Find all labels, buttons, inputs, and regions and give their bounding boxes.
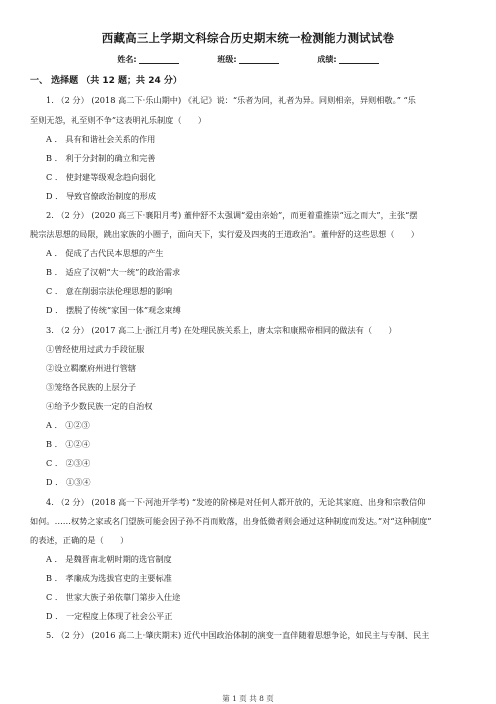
q3-statement-3: ③笼络各民族的上层分子 — [46, 382, 137, 392]
q2-option-d[interactable]: D ． 摆脱了传统“家国一体”观念束缚 — [46, 305, 181, 315]
name-label: 姓名: — [117, 55, 137, 64]
q1-option-c[interactable]: C ． 使封建等级观念趋向弱化 — [46, 172, 156, 182]
page-title: 西藏高三上学期文科综合历史期末统一检测能力测试试卷 — [101, 31, 395, 45]
q4-stem-line1: 4. （2 分） (2018 高一下·河池开学考) “发迹的阶梯是对任何人都开放的，无论其家庭、出身和宗教信仰 — [46, 497, 426, 507]
section-heading: 一、 选择题 （共 12 题；共 24 分） — [30, 76, 182, 86]
score-blank[interactable] — [339, 63, 379, 64]
q1-stem-line2: 至则无怨，礼至则不争”这表明礼乐制度（ ） — [30, 115, 207, 125]
q2-stem-line2: 脱宗法思想的局限，跳出家族的小圈子，面向天下，实行爱及四夷的王道政治”。董仲舒的这些思想（ ） — [30, 229, 419, 239]
q4-stem-line3: 的表述，正确的是（ ） — [30, 535, 129, 545]
q4-option-d[interactable]: D ． 一定程度上体现了社会公平正 — [46, 611, 173, 621]
q3-option-c[interactable]: C ． ②③④ — [46, 458, 91, 468]
q2-option-c[interactable]: C ． 意在削弱宗法伦理思想的影响 — [46, 286, 173, 296]
q1-option-b[interactable]: B ． 利于分封制的确立和完善 — [46, 153, 156, 163]
q1-stem-line1: 1. （2 分） (2018 高二下·乐山期中) 《礼记》说：“乐者为同，礼者为异。同则相亲，异则相敬。” “乐 — [46, 95, 416, 105]
score-label: 成绩: — [317, 55, 337, 64]
q3-statement-1: ①曾经使用过武力手段征服 — [46, 344, 145, 354]
q3-stem-line1: 3. （2 分） (2017 高二上·浙江月考) 在处理民族关系上，唐太宗和康熙帝相同的做法有（ ） — [46, 325, 397, 335]
q4-option-c[interactable]: C ． 世家大族子弟依靠门第步入仕途 — [46, 592, 181, 602]
q4-option-a[interactable]: A ． 是魏晋南北朝时期的选官制度 — [46, 554, 172, 564]
name-field — [117, 54, 178, 65]
score-field — [317, 54, 378, 65]
q5-stem-line1: 5. （2 分） (2016 高二上·肇庆期末) 近代中国政治体制的演变一直伴随着思想争论，如民主与专制、民主 — [46, 630, 430, 640]
class-label: 班级: — [217, 55, 237, 64]
q3-statement-4: ④给予少数民族一定的自治权 — [46, 401, 153, 411]
q1-option-a[interactable]: A ． 具有和谐社会关系的作用 — [46, 134, 156, 144]
q3-option-b[interactable]: B ． ①②④ — [46, 439, 90, 449]
page-footer: 第 1 页 共 8 页 — [222, 694, 274, 703]
q4-option-b[interactable]: B ． 孝廉成为选拔官吏的主要标准 — [46, 573, 172, 583]
q2-stem-line1: 2. （2 分） (2020 高三下·襄阳月考) 董仲舒不太强调“爱由亲始”，而更着重推崇“远之而大”，主张“摆 — [46, 210, 418, 220]
q3-option-a[interactable]: A ． ①②③ — [46, 420, 90, 430]
q4-stem-line2: 如何。……权势之家或名门望族可能会因子孙不肖而败落，出身低微者则会通过这种制度而发达。”对“这种制度” — [30, 516, 432, 526]
q2-option-b[interactable]: B ． 适应了汉朝“大一统”的政治需求 — [46, 267, 181, 277]
q3-statement-2: ②设立羁縻府州进行管辖 — [46, 363, 137, 373]
class-field — [217, 54, 278, 65]
student-info-row — [0, 54, 496, 65]
q3-option-d[interactable]: D ． ①③④ — [46, 477, 91, 487]
name-blank[interactable] — [139, 63, 179, 64]
q2-option-a[interactable]: A ． 促成了古代民本思想的产生 — [46, 248, 164, 258]
class-blank[interactable] — [239, 63, 279, 64]
q1-option-d[interactable]: D ． 导致官僚政治制度的形成 — [46, 191, 157, 201]
